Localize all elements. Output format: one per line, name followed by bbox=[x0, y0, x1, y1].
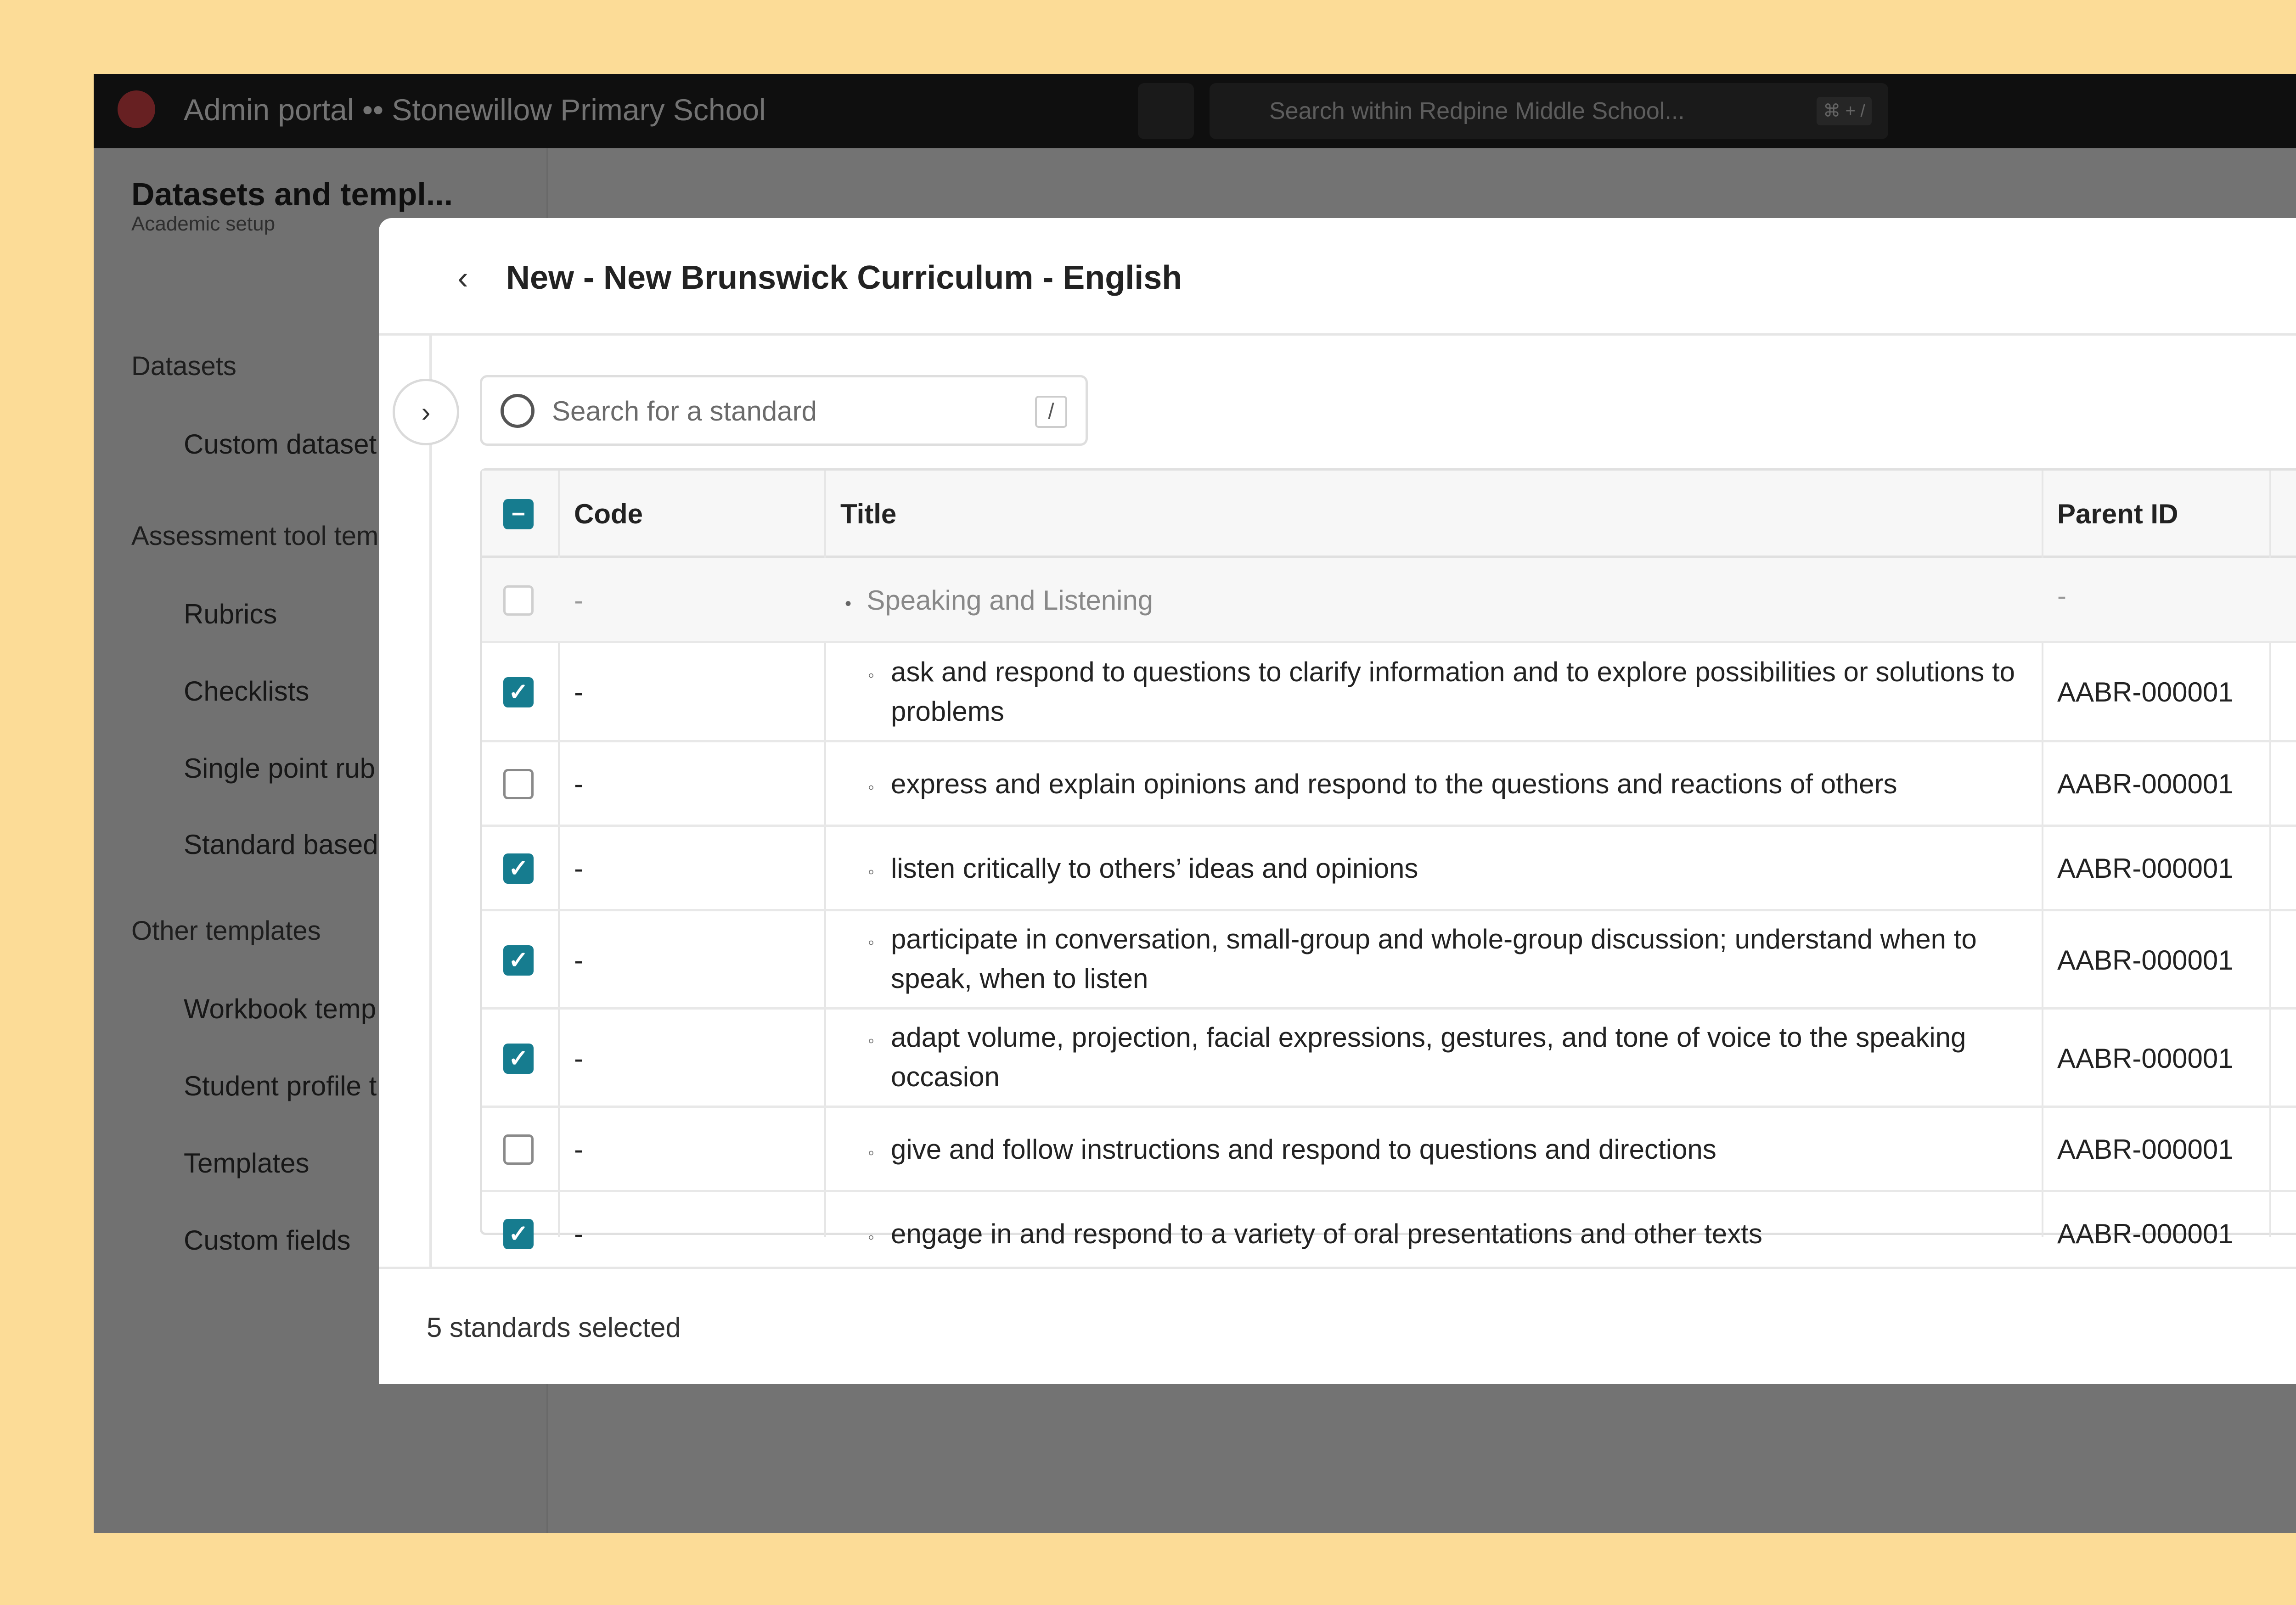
back-arrow-icon[interactable]: ‹ bbox=[457, 260, 468, 296]
modal-footer bbox=[379, 1267, 2296, 1384]
bullet-icon: ◦ bbox=[868, 1031, 875, 1051]
cell-code: - bbox=[574, 677, 583, 707]
modal-header bbox=[379, 218, 2296, 336]
header-title[interactable]: Title bbox=[840, 499, 897, 529]
cell-parent-id: AABR-000001 bbox=[2057, 1134, 2234, 1165]
cell-parent-id: AABR-000001 bbox=[2057, 1043, 2234, 1074]
cell-parent-id: AABR-000001 bbox=[2057, 1218, 2234, 1249]
left-rail-divider bbox=[429, 336, 432, 1267]
table-header bbox=[482, 471, 2296, 558]
bullet-icon: ◦ bbox=[868, 665, 875, 685]
expand-panel-chevron-icon[interactable]: › bbox=[393, 379, 459, 445]
table-row[interactable] bbox=[482, 827, 2296, 911]
cell-title: adapt volume, projection, facial expressions, gestures, and tone of voice to the speaking occasion bbox=[891, 1022, 1966, 1092]
cell-title bbox=[845, 581, 1153, 623]
search-shortcut-key: / bbox=[1035, 396, 1067, 428]
table-row[interactable] bbox=[482, 742, 2296, 827]
cell-title: express and explain opinions and respond to the questions and reactions of others bbox=[891, 769, 1897, 799]
header-parent-id[interactable]: Parent ID bbox=[2057, 499, 2178, 529]
row-checkbox[interactable]: ✓ bbox=[503, 1044, 534, 1074]
bullet-icon: • bbox=[845, 594, 852, 614]
table-row[interactable] bbox=[482, 558, 2296, 643]
cell-code: - bbox=[574, 853, 583, 884]
row-checkbox[interactable]: ✓ bbox=[503, 853, 534, 884]
cell-title: listen critically to others’ ideas and opinions bbox=[891, 853, 1418, 884]
standard-search-input[interactable] bbox=[551, 387, 1012, 435]
bullet-icon: ◦ bbox=[868, 1227, 875, 1247]
cell-code: - bbox=[574, 945, 583, 976]
table-row[interactable] bbox=[482, 911, 2296, 1010]
cell-code: - bbox=[574, 1134, 583, 1165]
cell-parent-id: - bbox=[2057, 580, 2066, 611]
bullet-icon: ◦ bbox=[868, 932, 875, 953]
table-row[interactable] bbox=[482, 1010, 2296, 1108]
cell-title-text: Speaking and Listening bbox=[867, 585, 1154, 616]
cell-code: - bbox=[574, 769, 583, 799]
cell-title: participate in conversation, small-group and whole-group discussion; understand when to speak, when to listen bbox=[891, 924, 1977, 994]
cell-code: - bbox=[574, 585, 583, 616]
header-code[interactable]: Code bbox=[574, 499, 643, 529]
row-checkbox bbox=[503, 585, 534, 616]
select-all-checkbox[interactable]: − bbox=[503, 499, 534, 529]
row-checkbox[interactable]: ✓ bbox=[503, 1219, 534, 1249]
bullet-icon: ◦ bbox=[868, 777, 875, 797]
cell-parent-id: AABR-000001 bbox=[2057, 769, 2234, 799]
cell-title: give and follow instructions and respond to questions and directions bbox=[891, 1134, 1716, 1165]
row-checkbox[interactable] bbox=[503, 769, 534, 799]
cell-parent-id: AABR-000001 bbox=[2057, 677, 2234, 707]
bullet-icon: ◦ bbox=[868, 1143, 875, 1163]
standards-table bbox=[480, 468, 2296, 1249]
row-checkbox[interactable]: ✓ bbox=[503, 945, 534, 976]
modal-title: New - New Brunswick Curriculum - English bbox=[506, 259, 1182, 296]
table-row[interactable] bbox=[482, 1108, 2296, 1192]
cell-parent-id: AABR-000001 bbox=[2057, 945, 2234, 976]
cell-code: - bbox=[574, 1218, 583, 1249]
search-icon bbox=[501, 394, 535, 428]
standards-modal bbox=[379, 218, 2296, 1384]
cell-code: - bbox=[574, 1043, 583, 1074]
row-checkbox[interactable] bbox=[503, 1134, 534, 1165]
standard-search-field[interactable] bbox=[480, 375, 1088, 446]
cell-title: engage in and respond to a variety of oral presentations and other texts bbox=[891, 1218, 1762, 1249]
selected-count: 5 standards selected bbox=[427, 1312, 681, 1343]
table-row[interactable] bbox=[482, 1192, 2296, 1277]
cell-parent-id: AABR-000001 bbox=[2057, 853, 2234, 884]
bullet-icon: ◦ bbox=[868, 862, 875, 882]
cell-title: ask and respond to questions to clarify information and to explore possibilities or solutions to problems bbox=[891, 657, 2015, 727]
table-row[interactable] bbox=[482, 643, 2296, 742]
row-checkbox[interactable]: ✓ bbox=[503, 677, 534, 707]
